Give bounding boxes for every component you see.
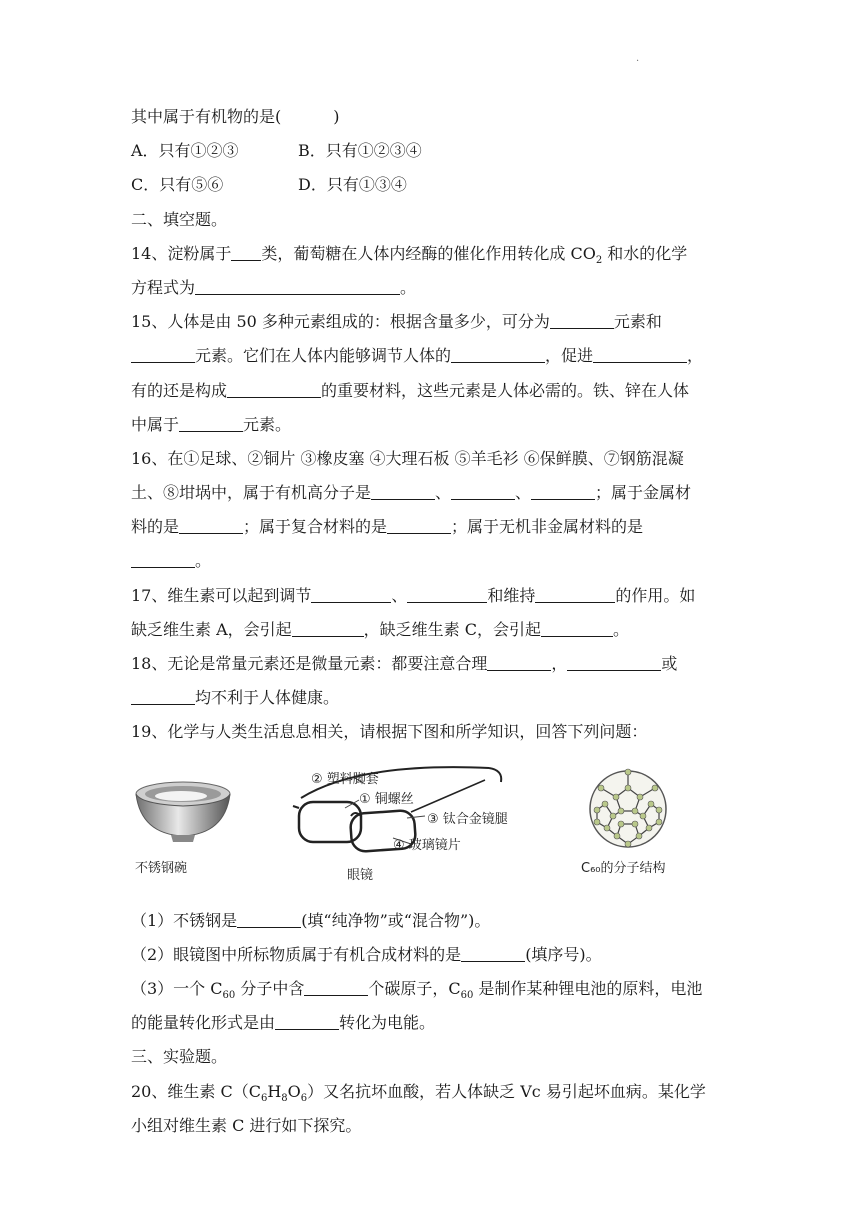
section-2-title: 二、填空题。 (131, 209, 228, 229)
answer-blank[interactable] (311, 586, 391, 603)
answer-blank[interactable] (550, 312, 614, 329)
answer-blank[interactable] (292, 620, 364, 637)
answer-blank[interactable] (227, 381, 321, 398)
answer-blank[interactable] (179, 517, 243, 534)
answer-blank[interactable] (131, 688, 195, 705)
answer-blank[interactable] (531, 483, 595, 500)
q14-line1: 14、淀粉属于 类，葡萄糖在人体内经酶的催化作用转化成 $CO_2$ 和水的化学 (131, 243, 688, 266)
q15-line3: 有的还是构成 的重要材料，这些元素是人体必需的。铁、锌在人体 (131, 380, 690, 400)
q19-sub3: （3）一个 $C_{60}$ 分子中含 个碳原子，$C_{60}$ 是制作某种锂电池的原料，电池 (131, 978, 703, 1002)
q16-line1: 16、在①足球、②铜片 ③橡皮塞 ④大理石板 ⑤羊毛衫 ⑥保鲜膜、⑦钢筋混凝 (131, 448, 684, 468)
option-c: C．只有⑤⑥ (131, 175, 224, 195)
q13-stem: 其中属于有机物的是( ) (131, 107, 340, 126)
q13-options-row1 (131, 134, 731, 168)
answer-blank[interactable] (131, 346, 195, 363)
q18-line1: 18、无论是常量元素还是微量元素：都要注意合理 ， 或 (131, 654, 678, 673)
section-3-title: 三、实验题。 (131, 1047, 228, 1067)
answer-blank[interactable] (231, 244, 261, 261)
answer-blank[interactable] (593, 346, 687, 363)
q17-line2: 缺乏维生素 A，会引起 ，缺乏维生素 C，会引起 。 (131, 619, 630, 639)
answer-blank[interactable] (371, 483, 435, 500)
answer-blank[interactable] (195, 278, 400, 295)
q16-line4: 。 (131, 544, 731, 578)
option-b: B．只有①②③④ (298, 141, 422, 161)
q19-stem: 19、化学与人类生活息息相关，请根据下图和所学知识，回答下列问题： (131, 722, 648, 742)
q13-options-row2 (131, 168, 731, 202)
answer-blank[interactable] (451, 346, 545, 363)
q14-line2: 方程式为 。 (131, 277, 417, 297)
q19-sub2: （2）眼镜图中所标物质属于有机合成材料的是 (填序号)。 (131, 944, 602, 964)
q19-figure: 不锈钢碗 ② 塑料脚套 ① 铜螺丝 ③ 钛合金镜腿 ④ 玻璃镜片 眼镜 C₆₀的分子结构 (131, 754, 731, 900)
option-a: A．只有①②③ (131, 141, 239, 161)
q15-line1: 15、人体是由 50 多种元素组成的：根据含量多少，可分为 元素和 (131, 312, 662, 332)
q17-line1: 17、维生素可以起到调节 、 和维持 的作用。如 (131, 585, 696, 605)
header-dot: · (636, 56, 640, 67)
q20-line2: 小组对维生素 C 进行如下探究。 (131, 1115, 362, 1135)
answer-blank[interactable] (275, 1013, 339, 1030)
answer-blank[interactable] (541, 620, 613, 637)
q20-line1: 20、维生素 $C(C_6H_8O_6)$又名抗坏血酸，若人体缺乏 Vc 易引起坏血病。某化学 (131, 1081, 706, 1104)
q18-line2: 均不利于人体健康。 (131, 681, 731, 715)
q15-line2: 元素。它们在人体内能够调节人体的 ，促进 ， (131, 339, 731, 373)
answer-blank[interactable] (567, 654, 661, 671)
answer-blank[interactable] (461, 945, 525, 962)
option-d: D．只有①③④ (298, 175, 407, 195)
q16-line2: 土、⑧坩埚中，属于有机高分子是 、 、 ；属于金属材 (131, 483, 692, 503)
answer-blank[interactable] (237, 911, 301, 928)
answer-blank[interactable] (387, 517, 451, 534)
q15-line4: 中属于 元素。 (131, 414, 292, 434)
answer-blank[interactable] (487, 654, 551, 671)
answer-blank[interactable] (535, 586, 615, 603)
exam-page (131, 100, 731, 1143)
answer-blank[interactable] (407, 586, 487, 603)
c60-molecule-icon (583, 764, 673, 854)
answer-blank[interactable] (131, 551, 195, 568)
q19-sub3-cont: 的能量转化形式是由 转化为电能。 (131, 1013, 436, 1033)
q19-sub1: （1）不锈钢是 (填“纯净物”或“混合物”)。 (131, 910, 491, 930)
answer-blank[interactable] (304, 979, 368, 996)
q16-line3: 料的是 ；属于复合材料的是 ；属于无机非金属材料的是 (131, 517, 644, 537)
answer-blank[interactable] (451, 483, 515, 500)
bowl-icon (133, 772, 233, 852)
answer-blank[interactable] (179, 415, 243, 432)
